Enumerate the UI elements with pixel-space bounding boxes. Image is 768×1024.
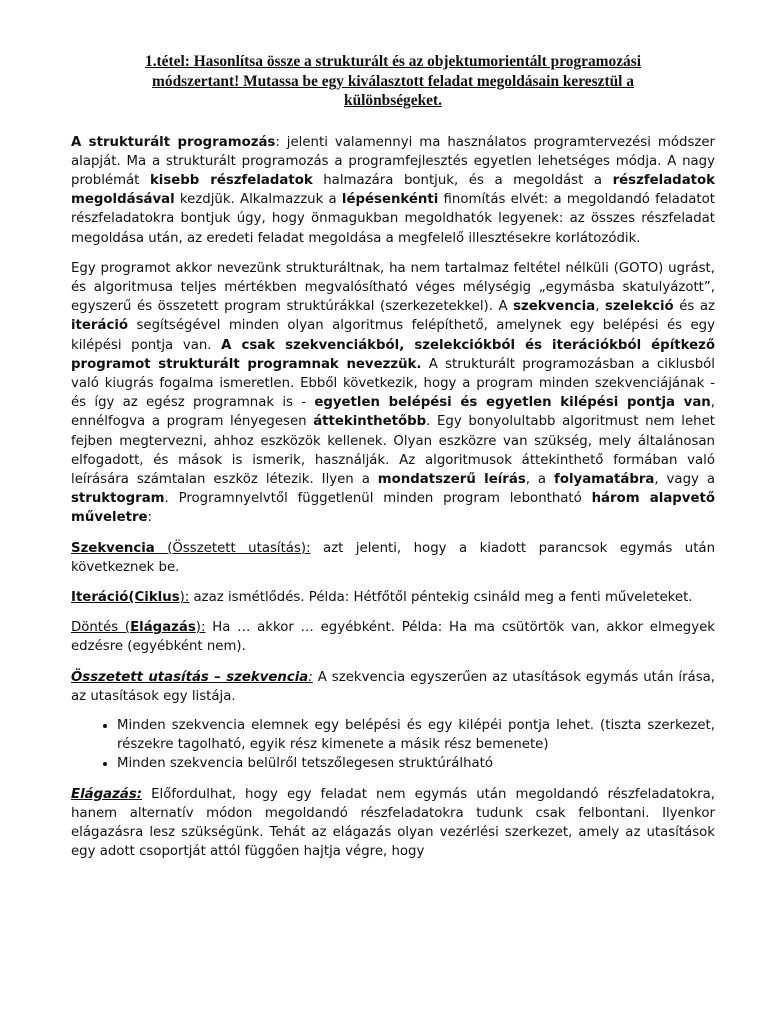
heading-iteration: Iteráció(Ciklus [71, 589, 180, 605]
text-span: és az [673, 299, 715, 315]
term-stepwise: lépésenkénti [341, 192, 439, 208]
paragraph-sequence [71, 539, 715, 577]
text-span: Ha … akkor … egyébként. Példa: Ha ma csütörtök van, akkor elmegyek edzésre (egyébként nem). [71, 620, 715, 655]
heading-branching-section: Elágazás: [71, 786, 143, 802]
text-span: segítségével minden olyan algoritmus felépíthető, amelynek egy belépési és egy kilépési pontja van. [71, 318, 715, 353]
heading-decision-close: ): [195, 620, 206, 636]
heading-sequence: Szekvencia [71, 540, 155, 556]
term-subtasks: kisebb részfeladatok [149, 172, 313, 188]
text-span: kezdjük. Alkalmazzuk a [174, 192, 342, 208]
term-three-basic-operations: három alapvető műveletre [71, 491, 715, 526]
text-span: azt jelenti, hogy a kiadott parancsok egymás után következnek be. [71, 540, 715, 575]
term-iteration: iteráció [71, 318, 129, 334]
paragraph-iteration [71, 588, 715, 607]
sequence-bullet-list [71, 716, 715, 774]
text-span: . Programnyelvtől függetlenül minden program lebontható [164, 491, 592, 507]
paragraph-branching [71, 785, 715, 862]
text-span: : jelenti valamennyi ma használatos programtervezési módszer alapját. Ma a strukturált programozás a programfejlesztés egyetlen lehetséges módja. A nagy problémát [71, 134, 715, 188]
heading-compound-statement: Összetett utasítás – szekvencia [71, 669, 309, 685]
text-span: A szekvencia egyszerűen az utasítások egymás után írása, az utasítások egy listája. [71, 669, 716, 704]
list-item: • Minden szekvencia elemnek egy belépési és egy kilépéi pontja lehet. (tiszta szerkezet, részekre tagolható, egyik rész kimenete a másik rész bemenete) [117, 716, 715, 754]
term-subtask-solving: részfeladatok megoldásával [71, 172, 715, 208]
text-span: Előfordulhat, hogy egy feladat nem egymás után megoldandó részfeladatokra, hanem alternatív módon megoldandó részfeladatokra tudunk csak felbontani. Ilyenkor elágazásra lesz szükségünk. Tehát az elágazás olyan vezérlési szerkezet, amely az utasítások egy adott csoportját attól függően hajtja végre, hogy [71, 786, 715, 860]
heading-sequence-note: (Összetett utasítás): [154, 540, 311, 556]
text-span: , ennélfogva a program lényegesen [71, 395, 715, 430]
document-title [71, 52, 715, 111]
text-span: . Egy bonyolultabb algoritmust nem lehet fejben megtervezni, ahhoz eszközök kellenek. Olyan eszközre van szükség, mely általánosan elfogadott, és mások is ismerik, használják. Az algoritmusok áttekinthető formában való leírására számtalan eszköz létezik. Ilyen a [71, 414, 715, 487]
list-item: • Minden szekvencia belülről tetszőlegesen struktúrálható [117, 754, 715, 773]
document-body [71, 133, 715, 862]
term-selection: szelekció [605, 299, 674, 315]
text-span: azaz ismétlődés. Példa: Hétfőtől péntekig csináld meg a fenti műveleteket. [189, 589, 693, 605]
text-span: finomítás elvét: a megoldandó feladatot részfeladatokra bontjuk úgy, hogy önmagukban megoldhatók legyenek: az összes részfeladat megoldása után, az eredeti feladat megoldása a megfelelő illesztésekre korlátozódik. [71, 192, 715, 246]
term-clearer: áttekinthetőbb [313, 414, 427, 430]
term-sequence: szekvencia [513, 299, 596, 315]
text-span: , vagy a [654, 471, 715, 487]
title-line-3: különbségeket. [344, 92, 442, 109]
paragraph-decision [71, 618, 715, 656]
text-span: , a [525, 471, 555, 487]
heading-iteration-close: ): [179, 589, 190, 605]
title-line-1: 1.tétel: Hasonlítsa össze a strukturált és az objektumorientált programozási [145, 53, 641, 70]
heading-branching: Elágazás [130, 620, 196, 636]
definition-structured-program: A csak szekvenciákból, szelekciókból és iterációkból építkező programot strukturált programnak nevezzük. [71, 337, 715, 372]
paragraph-structured-program-definition [71, 259, 715, 528]
term-structogram: struktogram [71, 491, 165, 507]
heading-compound-colon: : [308, 669, 313, 685]
paragraph-structured-programming [71, 133, 715, 248]
text-span: : [147, 510, 152, 526]
text-span: Egy programot akkor nevezünk strukturáltnak, ha nem tartalmaz feltétel nélküli (GOTO) ugrást, és algoritmusa teljes mértékben megvalósítható véges mélységig „egymásba skatulyázott”, egyszerű és összetett program struktúrákkal (szerkezetekkel). A [71, 260, 715, 315]
term-flowchart: folyamatábra [554, 471, 655, 487]
text-span: halmazára bontjuk, és a megoldást a [312, 172, 613, 188]
text-span: A strukturált programozásban a ciklusból való kiugrás fogalma ismeretlen. Ebből következik, hogy a program minden szekvenciájának - és így az egész programnak is - [71, 356, 715, 411]
term-single-entry-exit: egyetlen belépési és egyetlen kilépési pontja van [314, 395, 711, 411]
term-pseudocode: mondatszerű leírás [377, 471, 526, 487]
document-page [71, 52, 715, 872]
paragraph-compound-statement [71, 668, 715, 706]
text-span: , [595, 299, 605, 315]
title-line-2: módszertant! Mutassa be egy kiválasztott feladat megoldásain keresztül a [152, 72, 634, 90]
term-structured-programming: A strukturált programozás [71, 134, 276, 150]
heading-decision: Döntés ( [71, 620, 131, 636]
